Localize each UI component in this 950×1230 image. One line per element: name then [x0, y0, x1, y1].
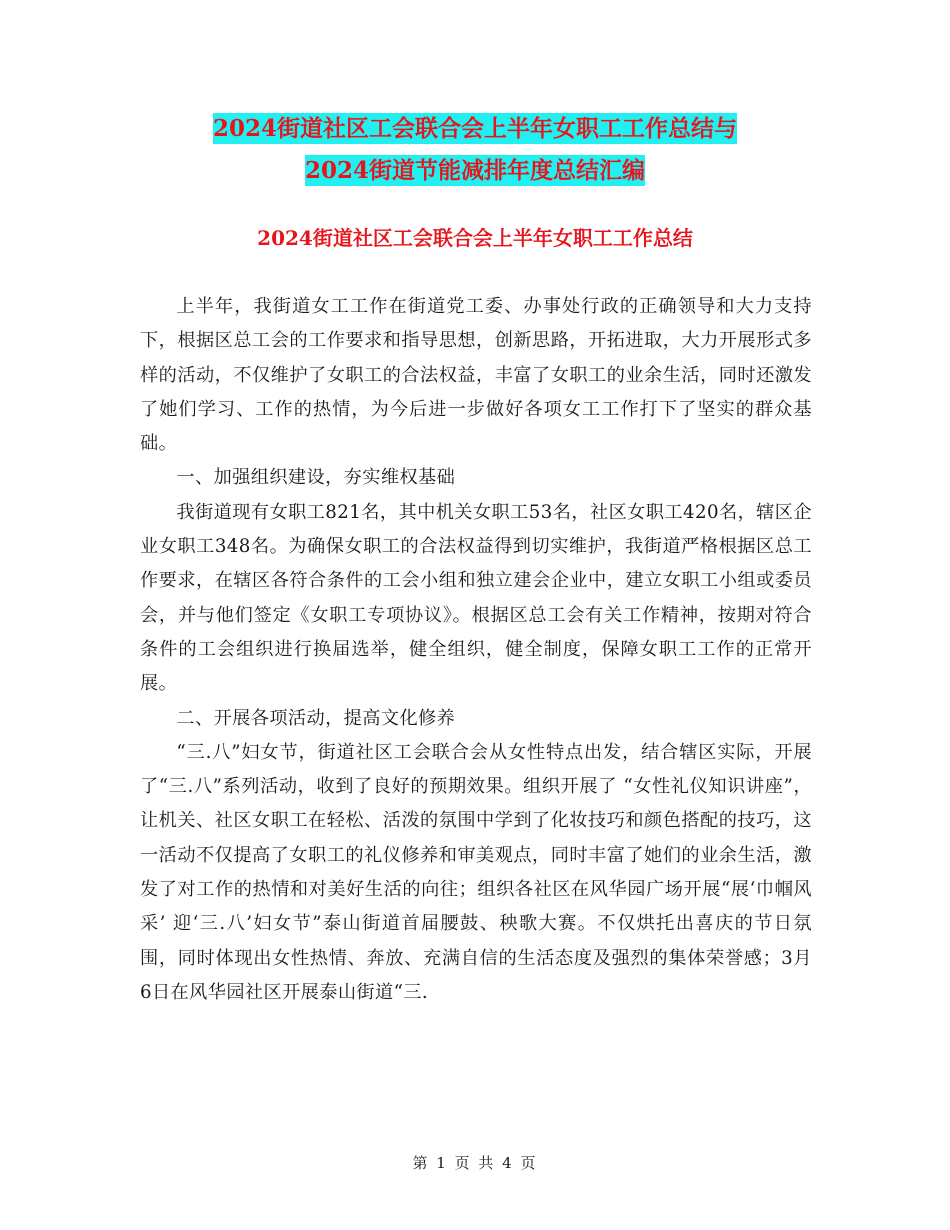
document-body	[140, 290, 812, 1010]
page-footer: 第 1 页 共 4 页	[412, 1154, 538, 1172]
paragraph-activities: “三.八”妇女节，街道社区工会联合会从女性特点出发，结合辖区实际，开展了“三.八”系列活动，收到了良好的预期效果。组织开展了 “女性礼仪知识讲座”，让机关、社区女职工在轻松、活泼的氛围中学到了化妆技巧和颜色搭配的技巧，这一活动不仅提高了女职工的礼仪修养和审美观点，同时丰富了她们的业余生活，激发了对工作的热情和对美好生活的向往；组织各社区在风华园广场开展“展‘巾帼风采’ 迎‘三.八’妇女节”泰山街道首届腰鼓、秧歌大赛。不仅烘托出喜庆的节日氛围，同时体现出女性热情、奔放、充满自信的生活态度及强烈的集体荣誉感；3月6日在风华园社区开展泰山街道“三.	[140, 741, 812, 1003]
paragraph-intro: 上半年，我街道女工工作在街道党工委、办事处行政的正确领导和大力支持下，根据区总工会的工作要求和指导思想，创新思路，开拓进取，大力开展形式多样的活动，不仅维护了女职工的合法权益，丰富了女职工的业余生活，同时还激发了她们学习、工作的热情，为今后进一步做好各项女工工作打下了坚实的群众基础。	[140, 296, 812, 455]
document-title	[0, 108, 950, 192]
heading-organization: 一、加强组织建设，夯实维权基础	[176, 467, 456, 489]
paragraph-organization: 我街道现有女职工821名，其中机关女职工53名，社区女职工420名，辖区企业女职工348名。为确保女职工的合法权益得到切实维护，我街道严格根据区总工作要求，在辖区各符合条件的工会小组和独立建会企业中，建立女职工小组或委员会，并与他们签定《女职工专项协议》。根据区总工会有关工作精神，按期对符合条件的工会组织进行换届选举，健全组织，健全制度，保障女职工工作的正常开展。	[140, 501, 812, 695]
title-line-2: 2024街道节能减排年度总结汇编	[304, 157, 645, 184]
title-line-1: 2024街道社区工会联合会上半年女职工工作总结与	[212, 115, 737, 142]
section-title: 2024街道社区工会联合会上半年女职工工作总结	[257, 226, 693, 250]
heading-activities: 二、开展各项活动，提高文化修养	[176, 707, 456, 729]
